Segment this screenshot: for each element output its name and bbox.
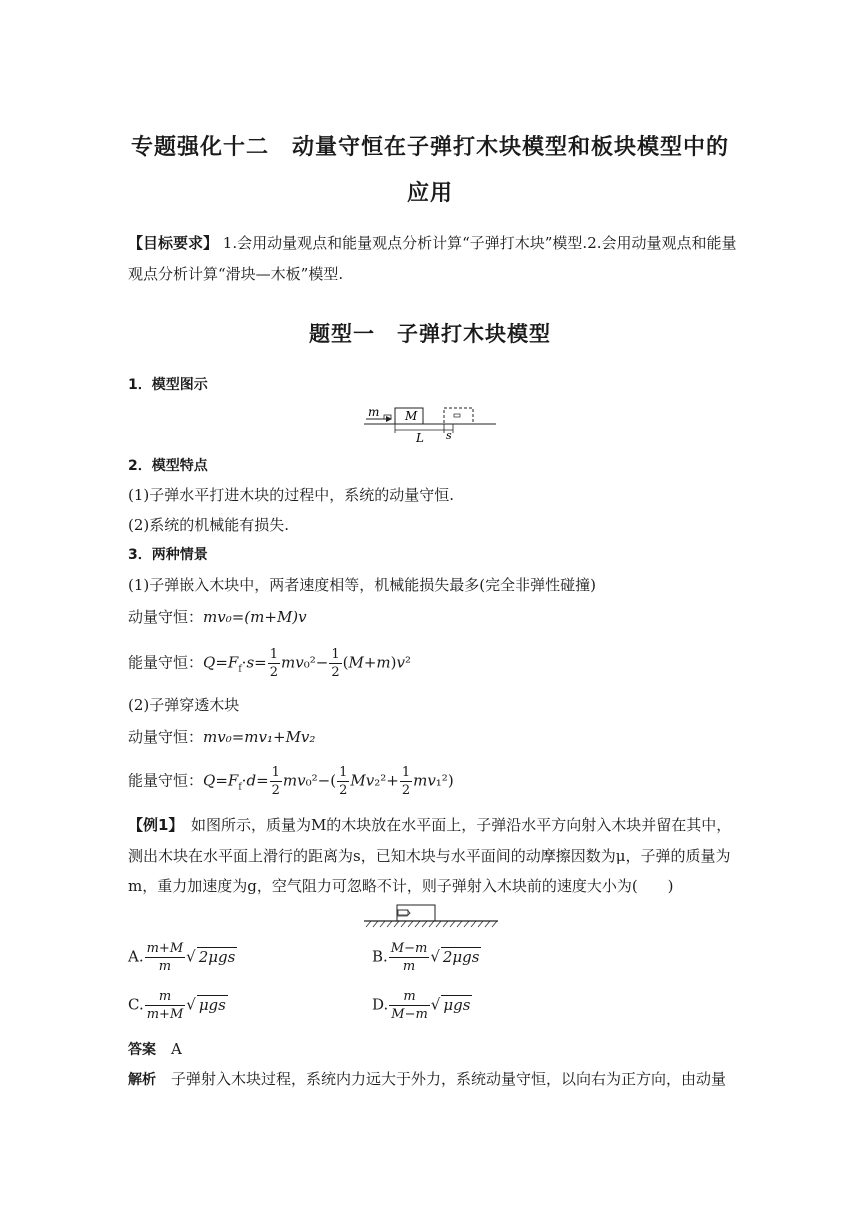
incoming-bullet-icon — [396, 909, 412, 917]
answer-line: 答案 A — [128, 1040, 182, 1058]
diagram-label-M: M — [405, 409, 418, 423]
case2-momentum-formula: mv₀=mv₁+Mv₂ — [203, 728, 316, 746]
item1-heading: 1．模型图示 — [128, 377, 208, 393]
section-title: 题型一 子弹打木块模型 — [309, 322, 551, 346]
case1-energy: 能量守恒：$Q=F_f\cdot s=$ $\frac{1}{2}$ mv₀²− $\frac{1}{2}$ (M+m)v² — [128, 647, 411, 680]
case1-momentum-formula: mv₀=(m+M)v — [203, 608, 307, 626]
case2-momentum: 动量守恒：mv₀=mv₁+Mv₂ — [128, 728, 316, 746]
answer-value: A — [171, 1040, 182, 1058]
item2-heading: 2．模型特点 — [128, 458, 208, 474]
option-B: B. $\frac{M-m}{m}$ √ 2μgs — [372, 941, 480, 974]
page-title-line1: 专题强化十二 动量守恒在子弹打木块模型和板块模型中的 — [130, 135, 729, 160]
case1-text: (1)子弹嵌入木块中，两者速度相等，机械能损失最多(完全非弹性碰撞) — [128, 576, 596, 594]
diagram-label-s: s — [446, 429, 452, 442]
option-C: C. $\frac{m}{m+M}$ √ μgs — [128, 989, 226, 1022]
bullet-embedded — [454, 414, 460, 417]
case2-energy: 能量守恒：$Q=F_f\cdot d=$ $\frac{1}{2}$ mv₀²−( $\frac{1}{2}$ Mv₂²+ $\frac{1}{2}$ mv₁²) — [128, 765, 454, 798]
example1-line2: 测出木块在水平面上滑行的距离为s，已知木块与水平面间的动摩擦因数为μ，子弹的质量为 — [128, 847, 731, 865]
analysis-line: 解析 子弹射入木块过程，系统内力远大于外力，系统动量守恒，以向右为正方向，由动量 — [128, 1070, 727, 1088]
diagram-label-L: L — [416, 431, 424, 445]
item3-heading: 3．两种情景 — [128, 547, 208, 563]
page-title-line2: 应用 — [406, 181, 453, 206]
item2-p2: (2)系统的机械能有损失. — [128, 516, 290, 534]
ground-hatch — [366, 921, 497, 927]
example-diagram — [364, 902, 498, 928]
case2-text: (2)子弹穿透木块 — [128, 696, 240, 714]
analysis-text: 子弹射入木块过程，系统内力远大于外力，系统动量守恒，以向右为正方向，由动量 — [171, 1070, 727, 1088]
example1-line3: m，重力加速度为g，空气阻力可忽略不计，则子弹射入木块前的速度大小为( ) — [128, 877, 674, 895]
diagram-label-m: m — [368, 405, 380, 419]
option-A: A. $\frac{m+M}{m}$ √ 2μgs — [128, 941, 236, 974]
case1-momentum: 动量守恒：mv₀=(m+M)v — [128, 608, 307, 626]
option-D: D. $\frac{m}{M-m}$ √ μgs — [372, 989, 471, 1022]
goal-label: 【目标要求】 — [128, 234, 219, 252]
example1-line1: 【例1】 如图所示，质量为M的木块放在水平面上，子弹沿水平方向射入木块并留在其中， — [128, 816, 732, 834]
item2-p1: (1)子弹水平打进木块的过程中，系统的动量守恒. — [128, 486, 455, 504]
bullet-block-diagram — [364, 403, 496, 445]
goal-paragraph — [128, 228, 738, 290]
block-final — [444, 408, 473, 424]
goal-text: 1.会用动量观点和能量观点分析计算“子弹打木块”模型.2.会用动量观点和能量观点分析计算“滑块—木板”模型. — [128, 234, 737, 283]
